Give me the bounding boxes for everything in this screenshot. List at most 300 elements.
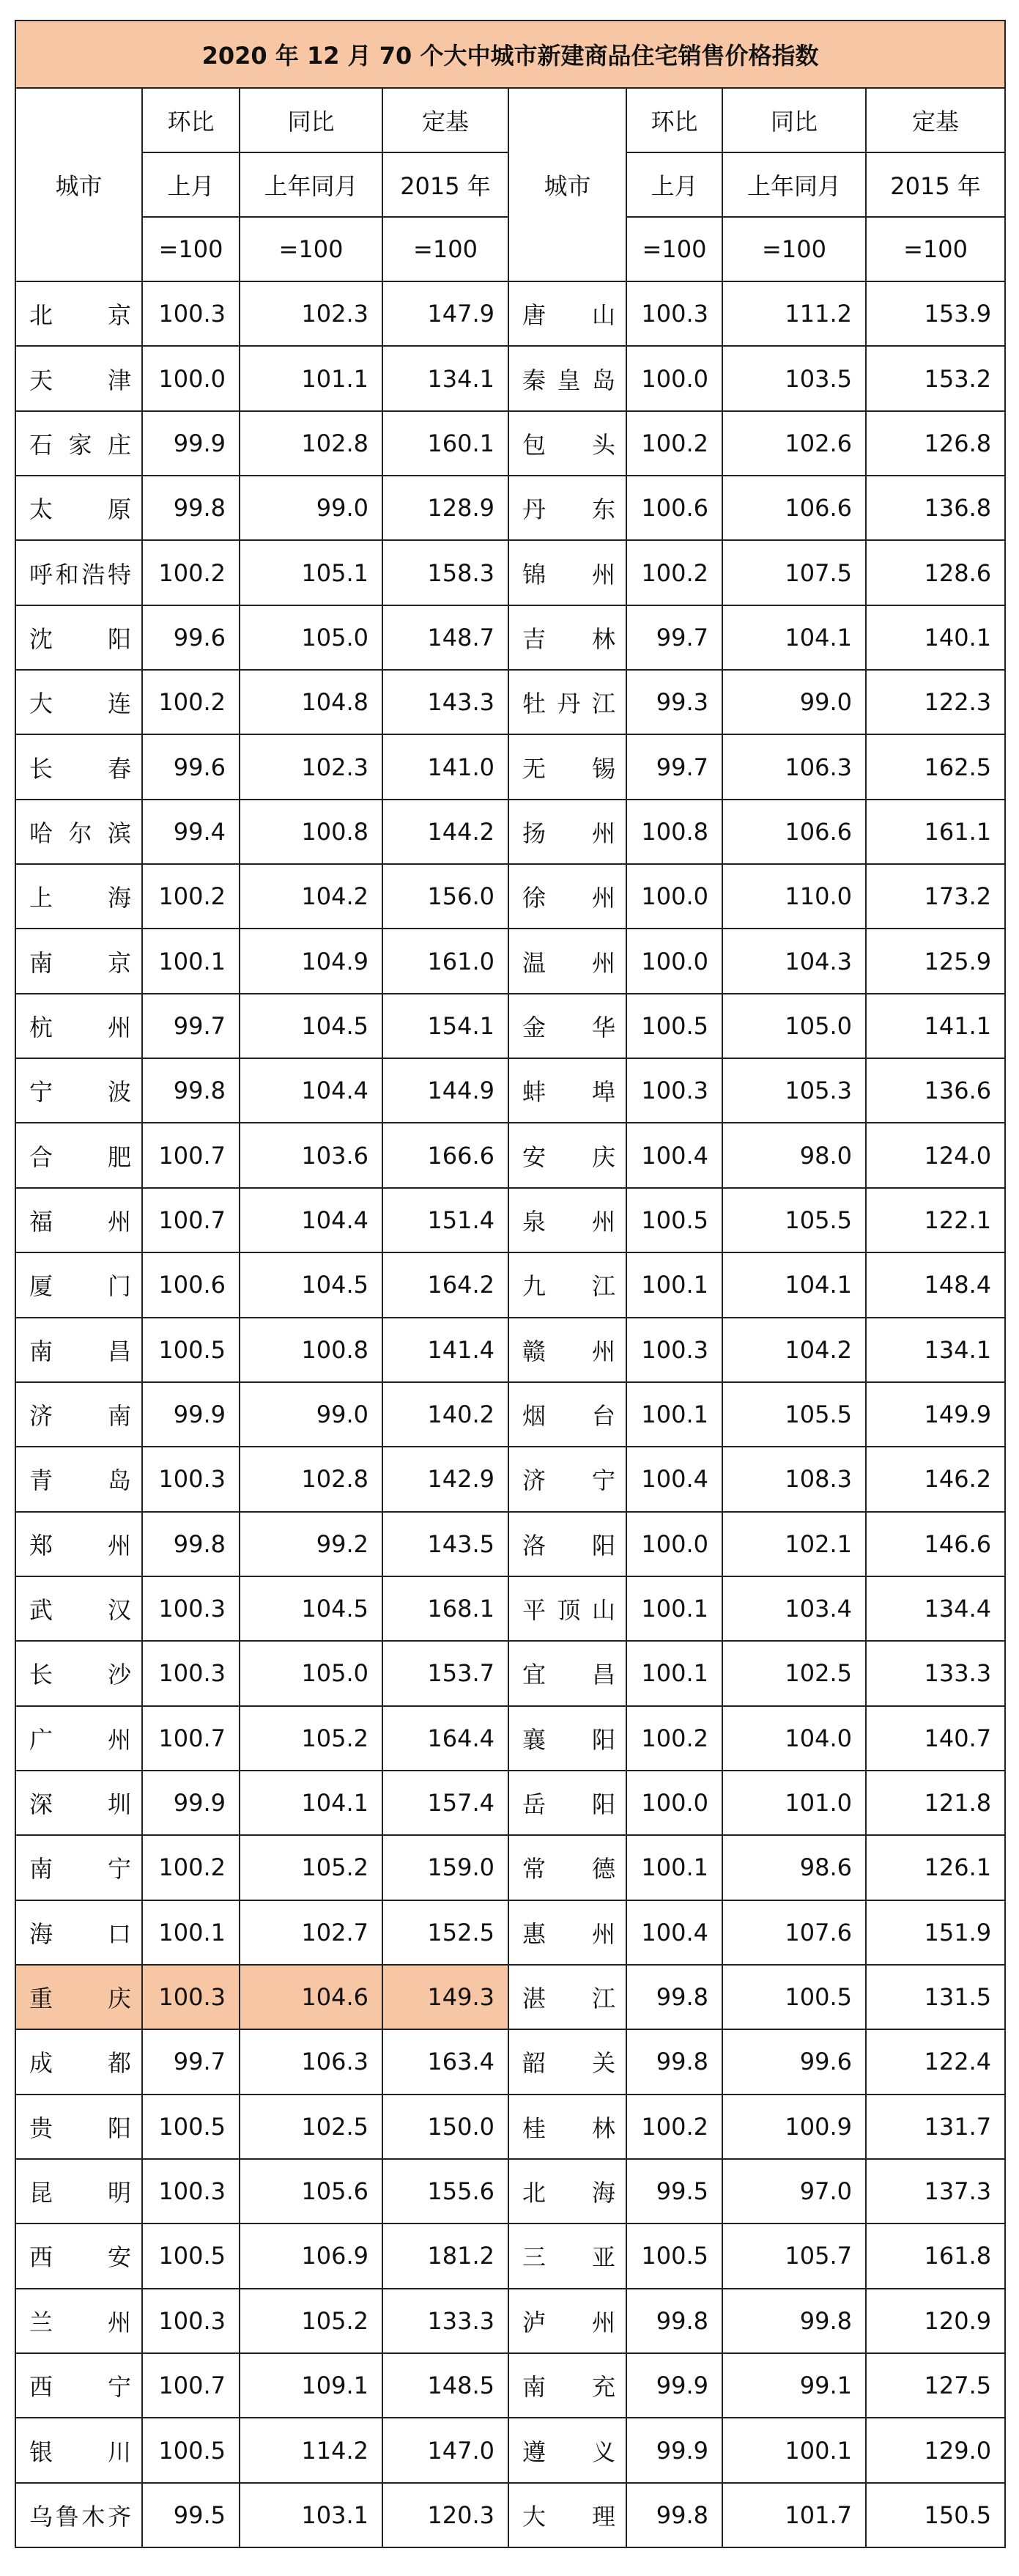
left-city-cell: 海口 bbox=[15, 1900, 142, 1965]
right-base-cell: 140.1 bbox=[866, 605, 1005, 670]
left-base-cell: 143.3 bbox=[382, 670, 508, 734]
right-city-cell: 赣州 bbox=[508, 1318, 626, 1382]
right-base-cell: 162.5 bbox=[866, 734, 1005, 799]
left-city-cell: 福州 bbox=[15, 1188, 142, 1252]
right-yoy-cell: 99.6 bbox=[722, 2029, 866, 2094]
right-base-cell: 133.3 bbox=[866, 1641, 1005, 1705]
left-yoy-cell: 99.2 bbox=[240, 1512, 382, 1576]
left-city-cell: 大连 bbox=[15, 670, 142, 734]
left-mom-cell: 100.1 bbox=[142, 929, 240, 993]
left-mom-cell: 99.8 bbox=[142, 476, 240, 540]
right-city-cell: 常德 bbox=[508, 1835, 626, 1900]
left-mom-cell: 99.6 bbox=[142, 605, 240, 670]
left-city-cell: 青岛 bbox=[15, 1447, 142, 1511]
table-row bbox=[15, 1512, 1005, 1576]
right-base-cell: 148.4 bbox=[866, 1252, 1005, 1317]
left-mom-cell: 100.2 bbox=[142, 670, 240, 734]
price-index-table bbox=[15, 20, 1006, 2548]
right-yoy-cell: 106.6 bbox=[722, 800, 866, 864]
right-base-cell: 131.5 bbox=[866, 1965, 1005, 2029]
table-row bbox=[15, 1252, 1005, 1317]
right-city-cell: 无锡 bbox=[508, 734, 626, 799]
right-base-cell: 124.0 bbox=[866, 1123, 1005, 1187]
table-row bbox=[15, 1706, 1005, 1771]
right-base-cell: 137.3 bbox=[866, 2159, 1005, 2223]
right-yoy-cell: 98.0 bbox=[722, 1123, 866, 1187]
right-base-cell: 127.5 bbox=[866, 2353, 1005, 2418]
right-yoy-cell: 101.0 bbox=[722, 1771, 866, 1835]
table-row bbox=[15, 2483, 1005, 2547]
right-yoy-cell: 104.0 bbox=[722, 1706, 866, 1771]
table-row bbox=[15, 605, 1005, 670]
left-city-cell: 南宁 bbox=[15, 1835, 142, 1900]
left-mom-cell: 99.6 bbox=[142, 734, 240, 799]
left-mom-cell: 99.9 bbox=[142, 1771, 240, 1835]
left-yoy-cell: 105.1 bbox=[240, 540, 382, 605]
right-city-cell: 吉林 bbox=[508, 605, 626, 670]
right-mom-cell: 100.6 bbox=[626, 476, 722, 540]
right-base-cell: 161.8 bbox=[866, 2223, 1005, 2288]
left-yoy-cell: 99.0 bbox=[240, 1382, 382, 1447]
left-mom-cell: 99.8 bbox=[142, 1058, 240, 1123]
header-base-sub-left: 2015 年 bbox=[382, 152, 508, 217]
right-mom-cell: 100.2 bbox=[626, 1706, 722, 1771]
right-city-cell: 扬州 bbox=[508, 800, 626, 864]
right-base-cell: 131.7 bbox=[866, 2095, 1005, 2159]
table-row bbox=[15, 1771, 1005, 1835]
left-base-cell: 159.0 bbox=[382, 1835, 508, 1900]
left-mom-cell: 100.5 bbox=[142, 1318, 240, 1382]
left-yoy-cell: 105.2 bbox=[240, 1706, 382, 1771]
right-city-cell: 南充 bbox=[508, 2353, 626, 2418]
right-mom-cell: 99.8 bbox=[626, 2029, 722, 2094]
table-title: 2020 年 12 月 70 个大中城市新建商品住宅销售价格指数 bbox=[15, 21, 1005, 88]
right-yoy-cell: 103.4 bbox=[722, 1576, 866, 1641]
right-base-cell: 120.9 bbox=[866, 2289, 1005, 2353]
right-city-cell: 丹东 bbox=[508, 476, 626, 540]
right-yoy-cell: 100.5 bbox=[722, 1965, 866, 2029]
table-row bbox=[15, 1382, 1005, 1447]
right-city-cell: 北海 bbox=[508, 2159, 626, 2223]
right-mom-cell: 100.3 bbox=[626, 281, 722, 346]
right-base-cell: 121.8 bbox=[866, 1771, 1005, 1835]
left-base-cell: 134.1 bbox=[382, 346, 508, 410]
right-mom-cell: 100.3 bbox=[626, 1058, 722, 1123]
left-city-cell: 贵阳 bbox=[15, 2095, 142, 2159]
right-yoy-cell: 105.3 bbox=[722, 1058, 866, 1123]
left-yoy-cell: 105.2 bbox=[240, 1835, 382, 1900]
left-yoy-cell: 102.3 bbox=[240, 281, 382, 346]
table-row bbox=[15, 411, 1005, 476]
left-city-cell: 广州 bbox=[15, 1706, 142, 1771]
right-base-cell: 128.6 bbox=[866, 540, 1005, 605]
right-mom-cell: 100.1 bbox=[626, 1382, 722, 1447]
right-yoy-cell: 97.0 bbox=[722, 2159, 866, 2223]
table-row bbox=[15, 2095, 1005, 2159]
left-yoy-cell: 104.5 bbox=[240, 1252, 382, 1317]
right-yoy-cell: 105.0 bbox=[722, 994, 866, 1058]
right-city-cell: 包头 bbox=[508, 411, 626, 476]
left-mom-cell: 100.3 bbox=[142, 1641, 240, 1705]
left-mom-cell: 100.3 bbox=[142, 2159, 240, 2223]
left-mom-cell: 100.3 bbox=[142, 2289, 240, 2353]
right-city-cell: 韶关 bbox=[508, 2029, 626, 2094]
right-base-cell: 136.8 bbox=[866, 476, 1005, 540]
left-base-cell: 151.4 bbox=[382, 1188, 508, 1252]
left-base-cell: 166.6 bbox=[382, 1123, 508, 1187]
right-mom-cell: 100.4 bbox=[626, 1900, 722, 1965]
right-mom-cell: 99.7 bbox=[626, 734, 722, 799]
right-yoy-cell: 110.0 bbox=[722, 864, 866, 929]
right-city-cell: 岳阳 bbox=[508, 1771, 626, 1835]
right-yoy-cell: 101.7 bbox=[722, 2483, 866, 2547]
header-city-left: 城市 bbox=[15, 88, 142, 281]
right-base-cell: 141.1 bbox=[866, 994, 1005, 1058]
left-city-cell: 厦门 bbox=[15, 1252, 142, 1317]
table-row bbox=[15, 864, 1005, 929]
table-row bbox=[15, 346, 1005, 410]
table-row bbox=[15, 2159, 1005, 2223]
left-city-cell: 深圳 bbox=[15, 1771, 142, 1835]
right-mom-cell: 100.4 bbox=[626, 1123, 722, 1187]
right-city-cell: 安庆 bbox=[508, 1123, 626, 1187]
header-eq100-mom-right: =100 bbox=[626, 217, 722, 281]
right-mom-cell: 100.4 bbox=[626, 1447, 722, 1511]
table-row bbox=[15, 1641, 1005, 1705]
left-base-cell: 133.3 bbox=[382, 2289, 508, 2353]
left-yoy-cell: 104.6 bbox=[240, 1965, 382, 2029]
left-mom-cell: 99.4 bbox=[142, 800, 240, 864]
left-yoy-cell: 104.9 bbox=[240, 929, 382, 993]
left-city-cell: 昆明 bbox=[15, 2159, 142, 2223]
left-city-cell: 沈阳 bbox=[15, 605, 142, 670]
table-row bbox=[15, 1900, 1005, 1965]
left-base-cell: 163.4 bbox=[382, 2029, 508, 2094]
left-base-cell: 150.0 bbox=[382, 2095, 508, 2159]
right-city-cell: 蚌埠 bbox=[508, 1058, 626, 1123]
right-city-cell: 温州 bbox=[508, 929, 626, 993]
left-mom-cell: 100.5 bbox=[142, 2095, 240, 2159]
right-yoy-cell: 108.3 bbox=[722, 1447, 866, 1511]
left-mom-cell: 100.1 bbox=[142, 1900, 240, 1965]
right-yoy-cell: 102.6 bbox=[722, 411, 866, 476]
left-city-cell: 武汉 bbox=[15, 1576, 142, 1641]
left-yoy-cell: 104.1 bbox=[240, 1771, 382, 1835]
left-base-cell: 168.1 bbox=[382, 1576, 508, 1641]
left-base-cell: 142.9 bbox=[382, 1447, 508, 1511]
left-city-cell: 南昌 bbox=[15, 1318, 142, 1382]
right-base-cell: 136.6 bbox=[866, 1058, 1005, 1123]
right-city-cell: 九江 bbox=[508, 1252, 626, 1317]
right-yoy-cell: 106.6 bbox=[722, 476, 866, 540]
right-mom-cell: 100.5 bbox=[626, 2223, 722, 2288]
right-base-cell: 161.1 bbox=[866, 800, 1005, 864]
right-city-cell: 惠州 bbox=[508, 1900, 626, 1965]
table-row bbox=[15, 281, 1005, 346]
left-yoy-cell: 103.1 bbox=[240, 2483, 382, 2547]
header-yoy-left: 同比 bbox=[240, 88, 382, 152]
left-city-cell: 西宁 bbox=[15, 2353, 142, 2418]
left-base-cell: 143.5 bbox=[382, 1512, 508, 1576]
left-city-cell: 宁波 bbox=[15, 1058, 142, 1123]
right-city-cell: 遵义 bbox=[508, 2418, 626, 2482]
table-row bbox=[15, 994, 1005, 1058]
left-mom-cell: 99.9 bbox=[142, 1382, 240, 1447]
left-mom-cell: 100.3 bbox=[142, 1447, 240, 1511]
table-row bbox=[15, 1058, 1005, 1123]
left-yoy-cell: 105.6 bbox=[240, 2159, 382, 2223]
left-mom-cell: 100.2 bbox=[142, 540, 240, 605]
table-row bbox=[15, 476, 1005, 540]
right-base-cell: 125.9 bbox=[866, 929, 1005, 993]
right-base-cell: 126.8 bbox=[866, 411, 1005, 476]
left-base-cell: 164.2 bbox=[382, 1252, 508, 1317]
left-yoy-cell: 106.9 bbox=[240, 2223, 382, 2288]
table-row bbox=[15, 670, 1005, 734]
right-yoy-cell: 104.1 bbox=[722, 1252, 866, 1317]
right-yoy-cell: 102.5 bbox=[722, 1641, 866, 1705]
left-city-cell: 哈尔滨 bbox=[15, 800, 142, 864]
left-mom-cell: 100.3 bbox=[142, 1576, 240, 1641]
left-base-cell: 152.5 bbox=[382, 1900, 508, 1965]
right-mom-cell: 99.8 bbox=[626, 2289, 722, 2353]
left-city-cell: 郑州 bbox=[15, 1512, 142, 1576]
table-row bbox=[15, 1188, 1005, 1252]
header-mom-sub-left: 上月 bbox=[142, 152, 240, 217]
left-mom-cell: 100.7 bbox=[142, 1706, 240, 1771]
right-city-cell: 唐山 bbox=[508, 281, 626, 346]
left-city-cell: 长沙 bbox=[15, 1641, 142, 1705]
left-city-cell: 济南 bbox=[15, 1382, 142, 1447]
left-base-cell: 157.4 bbox=[382, 1771, 508, 1835]
right-mom-cell: 100.1 bbox=[626, 1835, 722, 1900]
header-eq100-base-right: =100 bbox=[866, 217, 1005, 281]
right-yoy-cell: 100.9 bbox=[722, 2095, 866, 2159]
right-city-cell: 洛阳 bbox=[508, 1512, 626, 1576]
left-base-cell: 161.0 bbox=[382, 929, 508, 993]
table-row bbox=[15, 540, 1005, 605]
left-yoy-cell: 114.2 bbox=[240, 2418, 382, 2482]
left-base-cell: 155.6 bbox=[382, 2159, 508, 2223]
left-city-cell: 兰州 bbox=[15, 2289, 142, 2353]
header-eq100-base-left: =100 bbox=[382, 217, 508, 281]
right-mom-cell: 100.1 bbox=[626, 1576, 722, 1641]
right-yoy-cell: 107.5 bbox=[722, 540, 866, 605]
header-yoy-sub-left: 上年同月 bbox=[240, 152, 382, 217]
right-base-cell: 122.4 bbox=[866, 2029, 1005, 2094]
right-yoy-cell: 100.1 bbox=[722, 2418, 866, 2482]
left-yoy-cell: 105.0 bbox=[240, 605, 382, 670]
left-city-cell: 长春 bbox=[15, 734, 142, 799]
right-yoy-cell: 107.6 bbox=[722, 1900, 866, 1965]
table-row bbox=[15, 2353, 1005, 2418]
right-mom-cell: 100.0 bbox=[626, 1771, 722, 1835]
left-mom-cell: 100.0 bbox=[142, 346, 240, 410]
right-city-cell: 襄阳 bbox=[508, 1706, 626, 1771]
left-base-cell: 140.2 bbox=[382, 1382, 508, 1447]
left-yoy-cell: 104.5 bbox=[240, 1576, 382, 1641]
left-yoy-cell: 106.3 bbox=[240, 2029, 382, 2094]
right-city-cell: 桂林 bbox=[508, 2095, 626, 2159]
table-row bbox=[15, 1576, 1005, 1641]
right-city-cell: 秦皇岛 bbox=[508, 346, 626, 410]
left-yoy-cell: 104.4 bbox=[240, 1188, 382, 1252]
left-yoy-cell: 104.2 bbox=[240, 864, 382, 929]
header-mom-left: 环比 bbox=[142, 88, 240, 152]
left-city-cell: 太原 bbox=[15, 476, 142, 540]
right-city-cell: 泸州 bbox=[508, 2289, 626, 2353]
table-row bbox=[15, 2029, 1005, 2094]
right-city-cell: 大理 bbox=[508, 2483, 626, 2547]
left-yoy-cell: 104.8 bbox=[240, 670, 382, 734]
table-row bbox=[15, 2289, 1005, 2353]
left-city-cell: 呼和浩特 bbox=[15, 540, 142, 605]
table-row bbox=[15, 1318, 1005, 1382]
left-base-cell: 158.3 bbox=[382, 540, 508, 605]
left-city-cell: 重庆 bbox=[15, 1965, 142, 2029]
left-base-cell: 128.9 bbox=[382, 476, 508, 540]
left-mom-cell: 99.9 bbox=[142, 411, 240, 476]
left-city-cell: 天津 bbox=[15, 346, 142, 410]
left-mom-cell: 99.8 bbox=[142, 1512, 240, 1576]
left-mom-cell: 100.3 bbox=[142, 1965, 240, 2029]
left-mom-cell: 99.7 bbox=[142, 2029, 240, 2094]
right-mom-cell: 100.5 bbox=[626, 994, 722, 1058]
right-base-cell: 153.9 bbox=[866, 281, 1005, 346]
right-base-cell: 149.9 bbox=[866, 1382, 1005, 1447]
header-base-sub-right: 2015 年 bbox=[866, 152, 1005, 217]
right-yoy-cell: 106.3 bbox=[722, 734, 866, 799]
left-yoy-cell: 100.8 bbox=[240, 1318, 382, 1382]
left-mom-cell: 100.2 bbox=[142, 864, 240, 929]
right-yoy-cell: 99.8 bbox=[722, 2289, 866, 2353]
left-base-cell: 141.4 bbox=[382, 1318, 508, 1382]
table-row bbox=[15, 1123, 1005, 1187]
right-yoy-cell: 98.6 bbox=[722, 1835, 866, 1900]
left-base-cell: 181.2 bbox=[382, 2223, 508, 2288]
right-mom-cell: 100.2 bbox=[626, 540, 722, 605]
right-yoy-cell: 105.5 bbox=[722, 1382, 866, 1447]
left-city-cell: 银川 bbox=[15, 2418, 142, 2482]
header-city-right: 城市 bbox=[508, 88, 626, 281]
header-eq100-yoy-right: =100 bbox=[722, 217, 866, 281]
right-mom-cell: 100.2 bbox=[626, 2095, 722, 2159]
left-city-cell: 合肥 bbox=[15, 1123, 142, 1187]
left-mom-cell: 100.3 bbox=[142, 281, 240, 346]
table-row bbox=[15, 1965, 1005, 2029]
right-mom-cell: 99.8 bbox=[626, 2483, 722, 2547]
right-base-cell: 146.2 bbox=[866, 1447, 1005, 1511]
table-row bbox=[15, 2223, 1005, 2288]
left-yoy-cell: 102.8 bbox=[240, 411, 382, 476]
left-base-cell: 144.2 bbox=[382, 800, 508, 864]
left-mom-cell: 100.6 bbox=[142, 1252, 240, 1317]
left-city-cell: 石家庄 bbox=[15, 411, 142, 476]
right-mom-cell: 99.5 bbox=[626, 2159, 722, 2223]
header-mom-right: 环比 bbox=[626, 88, 722, 152]
table-row bbox=[15, 800, 1005, 864]
left-base-cell: 148.7 bbox=[382, 605, 508, 670]
right-yoy-cell: 105.5 bbox=[722, 1188, 866, 1252]
right-mom-cell: 99.9 bbox=[626, 2418, 722, 2482]
table-row bbox=[15, 1447, 1005, 1511]
header-base-right: 定基 bbox=[866, 88, 1005, 152]
right-city-cell: 金华 bbox=[508, 994, 626, 1058]
left-city-cell: 北京 bbox=[15, 281, 142, 346]
left-mom-cell: 100.7 bbox=[142, 1188, 240, 1252]
right-city-cell: 徐州 bbox=[508, 864, 626, 929]
left-mom-cell: 100.7 bbox=[142, 2353, 240, 2418]
table-row bbox=[15, 929, 1005, 993]
right-mom-cell: 100.0 bbox=[626, 1512, 722, 1576]
header-eq100-yoy-left: =100 bbox=[240, 217, 382, 281]
right-base-cell: 126.1 bbox=[866, 1835, 1005, 1900]
header-eq100-mom-left: =100 bbox=[142, 217, 240, 281]
left-mom-cell: 100.2 bbox=[142, 1835, 240, 1900]
right-mom-cell: 100.5 bbox=[626, 1188, 722, 1252]
right-base-cell: 129.0 bbox=[866, 2418, 1005, 2482]
right-mom-cell: 100.1 bbox=[626, 1641, 722, 1705]
left-yoy-cell: 102.7 bbox=[240, 1900, 382, 1965]
right-mom-cell: 99.7 bbox=[626, 605, 722, 670]
left-base-cell: 154.1 bbox=[382, 994, 508, 1058]
left-base-cell: 153.7 bbox=[382, 1641, 508, 1705]
right-mom-cell: 99.9 bbox=[626, 2353, 722, 2418]
left-yoy-cell: 104.4 bbox=[240, 1058, 382, 1123]
right-city-cell: 宜昌 bbox=[508, 1641, 626, 1705]
left-mom-cell: 100.5 bbox=[142, 2223, 240, 2288]
left-city-cell: 杭州 bbox=[15, 994, 142, 1058]
right-yoy-cell: 104.1 bbox=[722, 605, 866, 670]
right-mom-cell: 100.3 bbox=[626, 1318, 722, 1382]
right-yoy-cell: 111.2 bbox=[722, 281, 866, 346]
left-yoy-cell: 105.2 bbox=[240, 2289, 382, 2353]
left-base-cell: 164.4 bbox=[382, 1706, 508, 1771]
left-yoy-cell: 103.6 bbox=[240, 1123, 382, 1187]
right-mom-cell: 99.3 bbox=[626, 670, 722, 734]
left-yoy-cell: 104.5 bbox=[240, 994, 382, 1058]
right-base-cell: 140.7 bbox=[866, 1706, 1005, 1771]
right-mom-cell: 100.8 bbox=[626, 800, 722, 864]
right-city-cell: 济宁 bbox=[508, 1447, 626, 1511]
left-yoy-cell: 105.0 bbox=[240, 1641, 382, 1705]
left-base-cell: 147.0 bbox=[382, 2418, 508, 2482]
left-base-cell: 149.3 bbox=[382, 1965, 508, 2029]
right-yoy-cell: 103.5 bbox=[722, 346, 866, 410]
table-row bbox=[15, 734, 1005, 799]
left-base-cell: 148.5 bbox=[382, 2353, 508, 2418]
header-yoy-sub-right: 上年同月 bbox=[722, 152, 866, 217]
left-city-cell: 西安 bbox=[15, 2223, 142, 2288]
right-yoy-cell: 102.1 bbox=[722, 1512, 866, 1576]
right-city-cell: 平顶山 bbox=[508, 1576, 626, 1641]
left-yoy-cell: 102.8 bbox=[240, 1447, 382, 1511]
right-mom-cell: 100.0 bbox=[626, 346, 722, 410]
right-mom-cell: 100.1 bbox=[626, 1252, 722, 1317]
right-base-cell: 134.4 bbox=[866, 1576, 1005, 1641]
right-base-cell: 153.2 bbox=[866, 346, 1005, 410]
table-row bbox=[15, 1835, 1005, 1900]
left-yoy-cell: 99.0 bbox=[240, 476, 382, 540]
left-yoy-cell: 102.3 bbox=[240, 734, 382, 799]
left-city-cell: 乌鲁木齐 bbox=[15, 2483, 142, 2547]
right-city-cell: 烟台 bbox=[508, 1382, 626, 1447]
right-base-cell: 173.2 bbox=[866, 864, 1005, 929]
left-yoy-cell: 102.5 bbox=[240, 2095, 382, 2159]
right-mom-cell: 100.2 bbox=[626, 411, 722, 476]
left-base-cell: 120.3 bbox=[382, 2483, 508, 2547]
right-mom-cell: 99.8 bbox=[626, 1965, 722, 2029]
